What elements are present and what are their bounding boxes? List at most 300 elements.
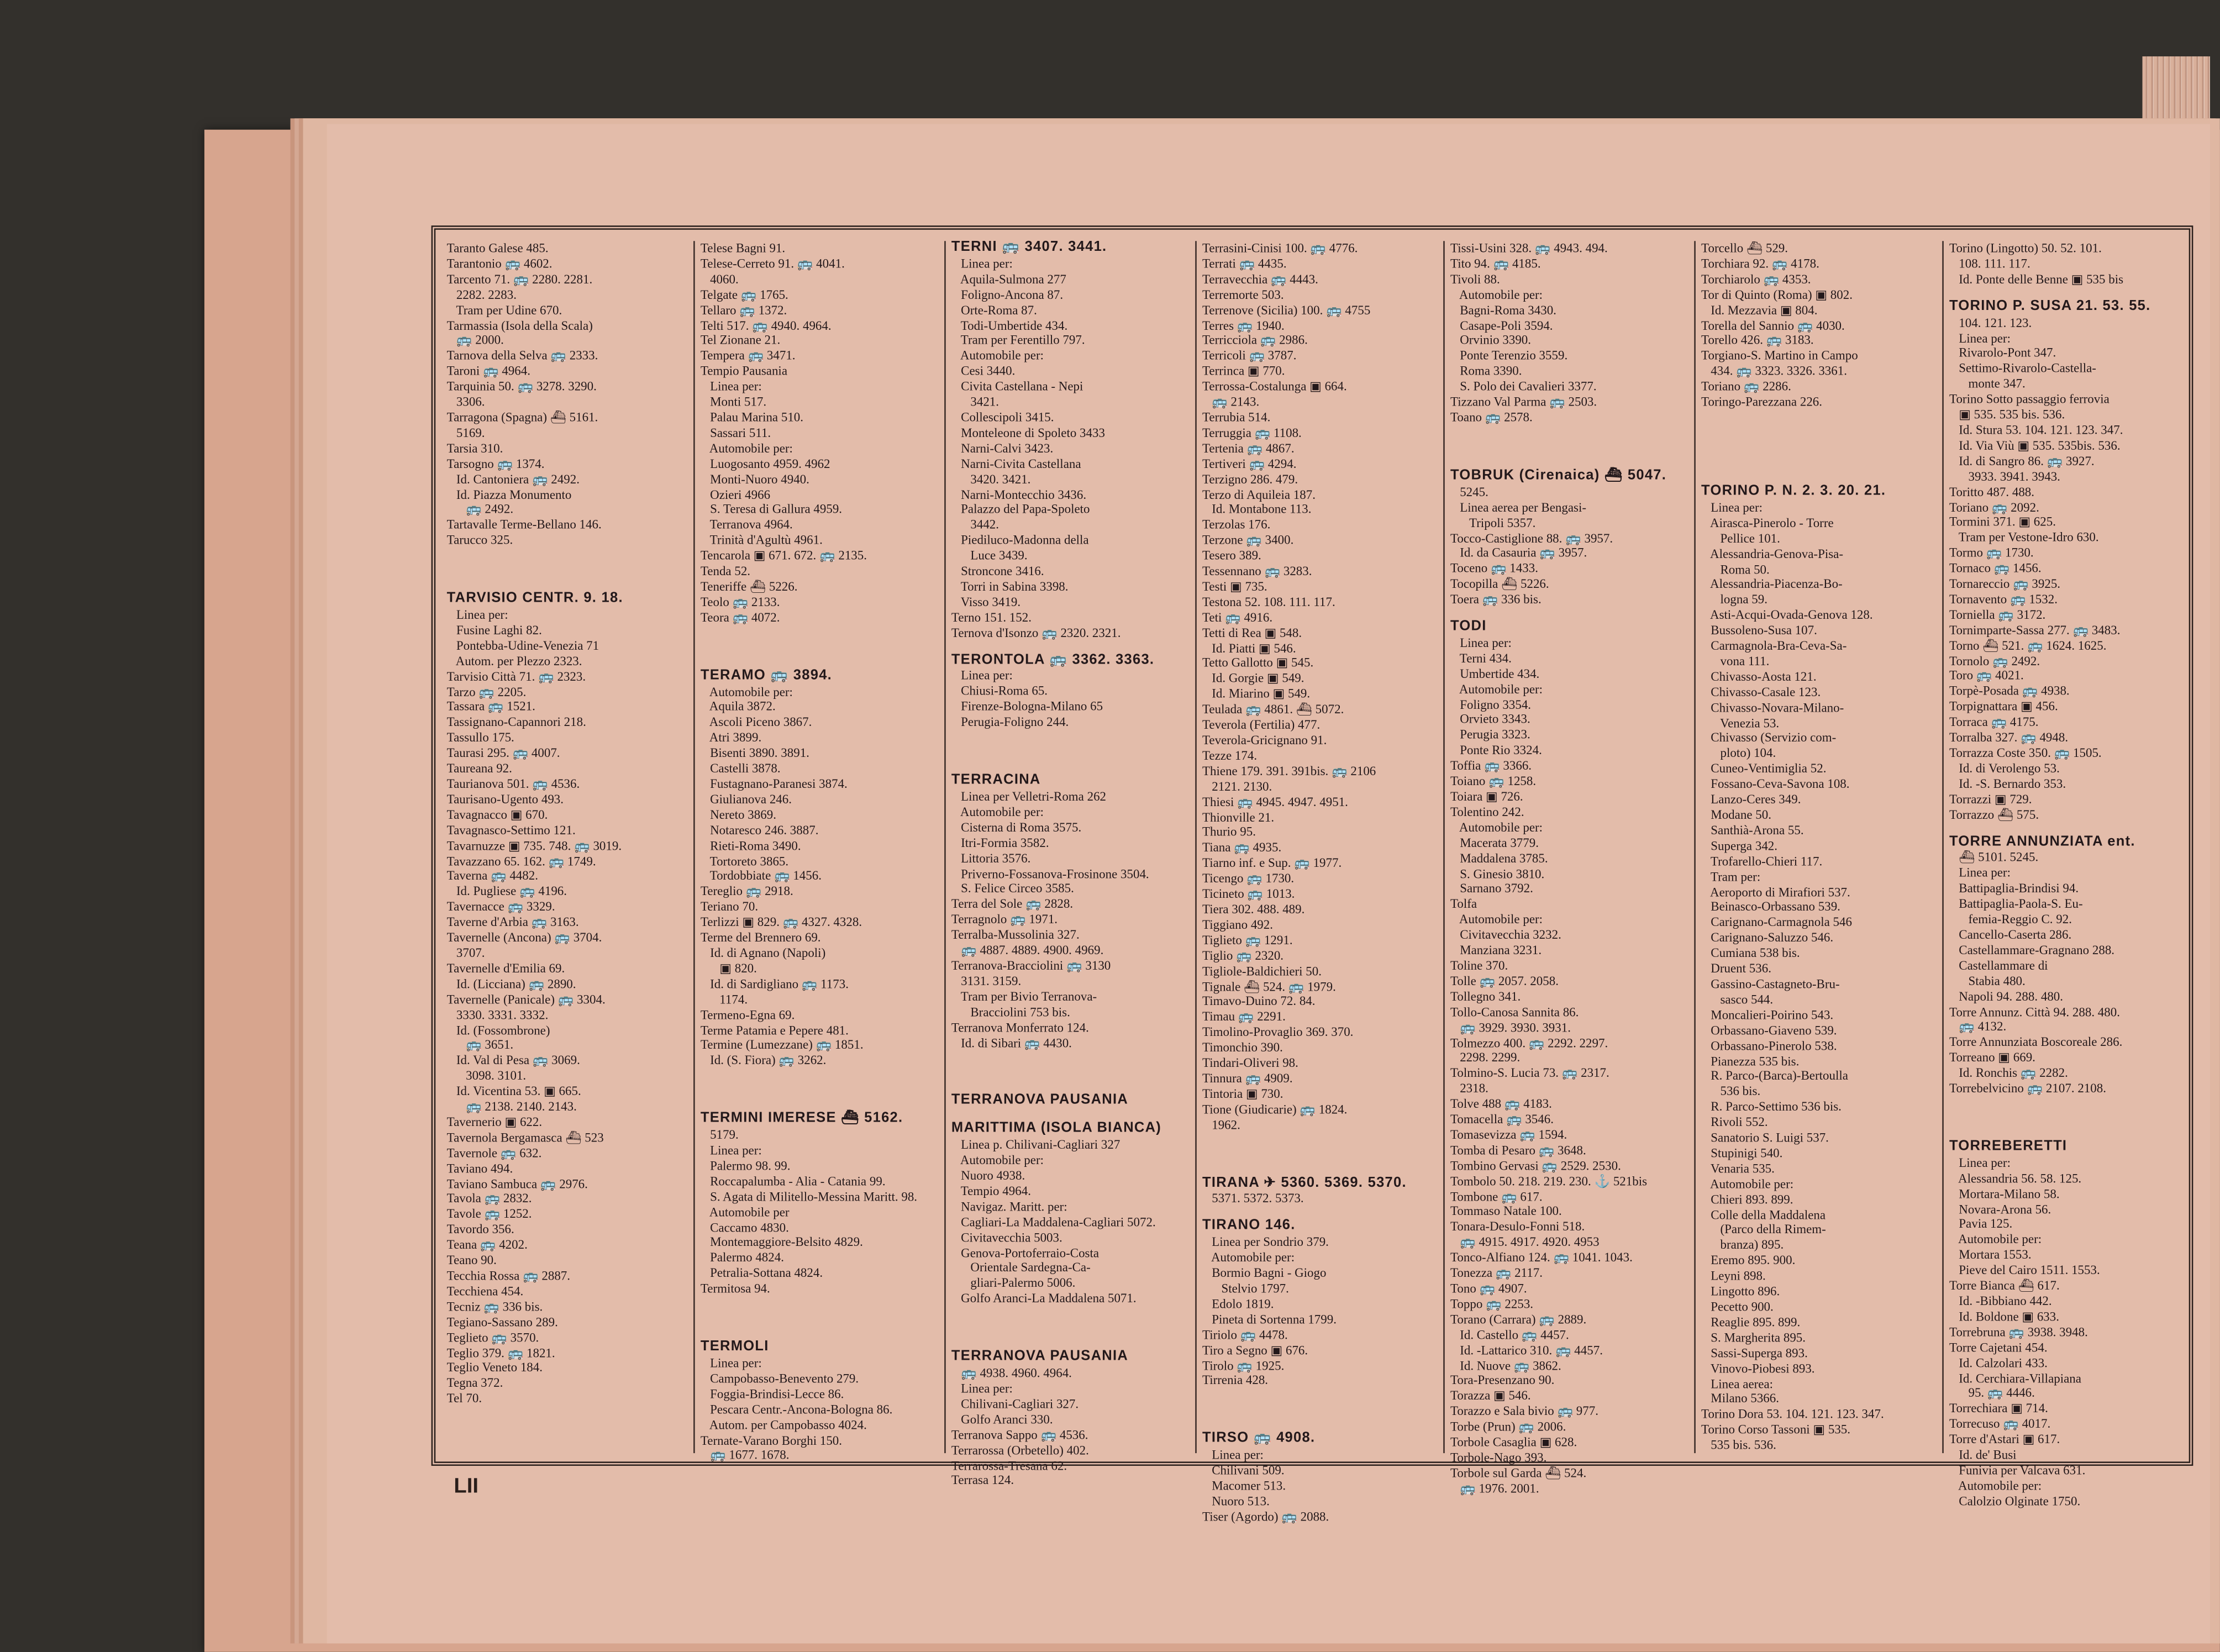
index-entry: Torella del Sannio 🚌 4030.: [1701, 318, 1845, 332]
index-entry: Tessennano 🚌 3283.: [1202, 564, 1312, 578]
index-entry: ploto) 104.: [1701, 746, 1776, 760]
index-entry: Tavole 🚌 1252.: [446, 1207, 532, 1222]
index-entry: Terra del Sole 🚌 2828.: [951, 897, 1074, 911]
index-entry: Terrasa 124.: [951, 1473, 1014, 1488]
index-entry: Linea aerea per Bengasi-: [1450, 499, 1587, 514]
index-entry: Teano 90.: [446, 1253, 497, 1267]
index-entry: Stroncone 3416.: [951, 564, 1044, 578]
index-entry: 🚌 4938. 4960. 4964.: [951, 1366, 1072, 1380]
index-entry: Pecetto 900.: [1701, 1299, 1774, 1314]
index-entry: Automobile per:: [1949, 1232, 2042, 1247]
index-entry: Toera 🚌 336 bis.: [1450, 592, 1542, 607]
index-entry: 3131. 3159.: [951, 974, 1022, 988]
index-entry: Taranto Galese 485.: [446, 241, 549, 255]
index-entry: 🚌 2143.: [1202, 394, 1260, 409]
index-entry: Moncalieri-Poirino 543.: [1701, 1007, 1834, 1022]
index-entry: Fustagnano-Paranesi 3874.: [700, 776, 848, 791]
index-entry: Telese-Cerreto 91. 🚌 4041.: [700, 256, 845, 271]
index-entry: Caccamo 4830.: [700, 1220, 789, 1234]
index-entry: Terranova 4964.: [700, 518, 793, 532]
index-entry: Torgiano-S. Martino in Campo: [1701, 348, 1858, 363]
index-entry: Toppo 🚌 2253.: [1450, 1296, 1534, 1311]
index-entry: Bormio Bagni - Giogo: [1202, 1266, 1327, 1280]
index-entry: Automobile per:: [951, 804, 1044, 819]
index-entry: 3306.: [446, 394, 485, 409]
index-entry: 🚌 1976. 2001.: [1450, 1481, 1539, 1496]
index-entry: Tiana 🚌 4935.: [1202, 840, 1282, 855]
index-entry: Taroni 🚌 4964.: [446, 364, 531, 378]
index-entry: Tram per Vestone-Idro 630.: [1949, 530, 2099, 545]
index-entry: Stelvio 1797.: [1202, 1281, 1289, 1296]
index-entry: Toritto 487. 488.: [1949, 484, 2035, 499]
index-entry: Linea per:: [446, 607, 508, 622]
index-entry: S. Polo dei Cavalieri 3377.: [1450, 379, 1597, 394]
index-entry: Torchiara 92. 🚌 4178.: [1701, 256, 1819, 271]
index-entry: Tissi-Usini 328. 🚌 4943. 494.: [1450, 241, 1608, 255]
spacer: [1202, 1389, 1438, 1420]
index-entry: Linea per:: [700, 1356, 762, 1370]
index-entry: Torre Cajetani 454.: [1949, 1340, 2048, 1354]
index-entry: Ternova d'Isonzo 🚌 2320. 2321.: [951, 625, 1121, 640]
index-entry: Bagni-Roma 3430.: [1450, 302, 1556, 317]
index-entry: Palazzo del Papa-Spoleto: [951, 502, 1090, 517]
station-heading: TORINO P. N. 2. 3. 20. 21.: [1701, 483, 1886, 499]
index-entry: 🚌 2000.: [446, 333, 504, 348]
index-entry: Cancello-Caserta 286.: [1949, 927, 2072, 941]
index-entry: Taureana 92.: [446, 761, 512, 776]
index-entry: Linea per:: [951, 256, 1013, 271]
index-entry: logna 59.: [1701, 592, 1767, 607]
index-entry: Torello 426. 🚌 3183.: [1701, 333, 1814, 348]
index-entry: 108. 111. 117.: [1949, 256, 2030, 271]
index-entry: Chivasso-Aosta 121.: [1701, 669, 1817, 683]
index-entry: 🚌 3929. 3930. 3931.: [1450, 1019, 1571, 1034]
index-entry: 5179.: [700, 1128, 739, 1142]
index-entry: Tavazzano 65. 162. 🚌 1749.: [446, 853, 596, 868]
index-entry: Narni-Montecchio 3436.: [951, 487, 1087, 501]
index-entry: Battipaglia-Brindisi 94.: [1949, 881, 2079, 896]
index-entry: Teneriffe ⛴ 5226.: [700, 579, 798, 593]
index-entry: Gassino-Castagneto-Bru-: [1701, 976, 1840, 991]
index-entry: Id. Nuove 🚌 3862.: [1450, 1358, 1561, 1372]
index-entry: Id. -Bibbiano 442.: [1949, 1293, 2052, 1308]
index-entry: 4060.: [700, 271, 739, 286]
index-entry: Cumiana 538 bis.: [1701, 946, 1800, 960]
index-entry: Tram per:: [1701, 869, 1761, 883]
index-entry: Castelli 3878.: [700, 761, 781, 776]
index-entry: Rieti-Roma 3490.: [700, 838, 801, 853]
index-entry: Torre d'Astari ▣ 617.: [1949, 1432, 2060, 1446]
index-entry: Id. da Casauria 🚌 3957.: [1450, 546, 1587, 560]
index-entry: Automobile per:: [700, 684, 793, 699]
index-entry: Terremorte 503.: [1202, 287, 1284, 302]
index-entry: Pontebba-Udine-Venezia 71: [446, 638, 599, 653]
index-entry: Orvinio 3390.: [1450, 333, 1532, 348]
index-entry: Orbassano-Giaveno 539.: [1701, 1023, 1837, 1037]
index-entry: Tonco-Alfiano 124. 🚌 1041. 1043.: [1450, 1250, 1633, 1265]
index-entry: Tiarno inf. e Sup. 🚌 1977.: [1202, 856, 1342, 870]
index-entry: Monti-Nuoro 4940.: [700, 471, 809, 486]
index-entry: Taverna 🚌 4482.: [446, 869, 539, 883]
index-entry: Id. di Sibari 🚌 4430.: [951, 1035, 1072, 1050]
index-entry: Torrazza Coste 350. 🚌 1505.: [1949, 745, 2102, 760]
index-entry: Foligno 3354.: [1450, 697, 1532, 712]
index-entry: Torrazzo ⛴ 575.: [1949, 807, 2039, 822]
index-entry: Id. Ponte delle Benne ▣ 535 bis: [1949, 271, 2124, 286]
index-entry: Id. de' Busi: [1949, 1448, 2017, 1462]
index-entry: Linea per:: [1949, 866, 2011, 880]
index-entry: Airasca-Pinerolo - Torre: [1701, 515, 1834, 530]
index-entry: Tripoli 5357.: [1450, 515, 1536, 530]
station-heading: TERMINI IMERESE ⛴ 5162.: [700, 1111, 903, 1127]
index-entry: Castellammare di: [1949, 958, 2048, 972]
index-entry: Torazzo e Sala bivio 🚌 977.: [1450, 1404, 1598, 1418]
index-entry: Taviano 494.: [446, 1161, 513, 1175]
index-entry: Torri in Sabina 3398.: [951, 579, 1069, 593]
index-entry: Calolzio Olginate 1750.: [1949, 1493, 2081, 1508]
index-entry: Terrossa-Costalunga ▣ 664.: [1202, 379, 1347, 394]
spacer: [951, 730, 1190, 761]
index-entry: Tavernelle (Panicale) 🚌 3304.: [446, 992, 606, 1006]
index-entry: Tezze 174.: [1202, 748, 1258, 762]
index-entry: Termine (Lumezzane) 🚌 1851.: [700, 1038, 864, 1053]
index-entry: Torino Sotto passaggio ferrovia: [1949, 392, 2109, 407]
index-entry: Tertenia 🚌 4867.: [1202, 440, 1295, 455]
index-entry: Linea per Sondrio 379.: [1202, 1235, 1329, 1249]
index-entry: Tiera 302. 488. 489.: [1202, 902, 1305, 917]
index-entry: Orvieto 3343.: [1450, 712, 1530, 727]
index-entry: Littoria 3576.: [951, 850, 1031, 865]
index-entry: Umbertide 434.: [1450, 666, 1540, 681]
index-entry: Tormini 371. ▣ 625.: [1949, 515, 2056, 529]
index-entry: Bracciolini 753 bis.: [951, 1004, 1070, 1019]
spacer: [1202, 1133, 1438, 1164]
index-entry: Napoli 94. 288. 480.: [1949, 988, 2064, 1003]
index-entry: Teglio Veneto 184.: [446, 1360, 543, 1375]
index-entry: 🚌 1677. 1678.: [700, 1448, 790, 1462]
index-entry: Taurasi 295. 🚌 4007.: [446, 745, 560, 760]
index-entry: Cagliari-La Maddalena-Cagliari 5072.: [951, 1214, 1156, 1229]
index-column-5: [1443, 241, 1694, 1496]
index-entry: Alessandria 56. 58. 125.: [1949, 1171, 2082, 1185]
index-entry: Torre Bianca ⛴ 617.: [1949, 1278, 2060, 1293]
index-entry: Tolle 🚌 2057. 2058.: [1450, 974, 1559, 988]
index-entry: Tomba di Pesaro 🚌 3648.: [1450, 1143, 1586, 1157]
index-entry: Linea aerea:: [1701, 1376, 1774, 1391]
index-entry: Timau 🚌 2291.: [1202, 1009, 1286, 1024]
index-entry: Tizzano Val Parma 🚌 2503.: [1450, 394, 1597, 409]
index-entry: Manziana 3231.: [1450, 943, 1542, 957]
index-entry: Maddalena 3785.: [1450, 850, 1548, 865]
index-entry: Tione (Giudicarie) 🚌 1824.: [1202, 1102, 1348, 1116]
index-entry: Sassari 511.: [700, 425, 771, 440]
station-heading: TIRSO 🚌 4908.: [1202, 1431, 1316, 1447]
index-entry: Tollegno 341.: [1450, 989, 1521, 1003]
index-entry: Torrebelvicino 🚌 2107. 2108.: [1949, 1081, 2106, 1096]
index-entry: Id. (Licciana) 🚌 2890.: [446, 976, 576, 991]
index-entry: Palermo 4824.: [700, 1250, 784, 1265]
index-entry: Automobile per:: [1450, 287, 1543, 302]
index-entry: Stabia 480.: [1949, 973, 2026, 988]
index-entry: Toro 🚌 4021.: [1949, 669, 2024, 683]
index-entry: Torino Dora 53. 104. 121. 123. 347.: [1701, 1407, 1884, 1422]
index-entry: Tito 94. 🚌 4185.: [1450, 256, 1541, 271]
index-entry: Terme del Brennero 69.: [700, 930, 821, 945]
index-entry: Tolmezzo 400. 🚌 2292. 2297.: [1450, 1035, 1608, 1050]
index-entry: Id. (Fossombrone): [446, 1022, 550, 1037]
index-entry: Nereto 3869.: [700, 807, 776, 822]
index-entry: Id. Boldone ▣ 633.: [1949, 1309, 2060, 1324]
index-entry: vona 111.: [1701, 654, 1770, 669]
index-entry: Termeno-Egna 69.: [700, 1007, 795, 1022]
index-entry: Tartavalle Terme-Bellano 146.: [446, 518, 602, 532]
station-heading: TOBRUK (Cirenaica) ⛴ 5047.: [1450, 467, 1667, 483]
index-entry: Chilivani-Cagliari 327.: [951, 1396, 1079, 1411]
index-entry: Id. Montabone 113.: [1202, 502, 1312, 517]
index-entry: 🚌 2492.: [446, 502, 514, 517]
station-heading: TIRANA ✈ 5360. 5369. 5370.: [1202, 1175, 1407, 1191]
index-entry: Tavarnuzze ▣ 735. 748. 🚌 3019.: [446, 838, 622, 853]
index-entry: Torraca 🚌 4175.: [1949, 714, 2039, 729]
index-entry: Tora-Presenzano 90.: [1450, 1373, 1555, 1388]
index-entry: Automobile per:: [1450, 820, 1543, 834]
index-entry: Montemaggiore-Belsito 4829.: [700, 1235, 863, 1250]
index-entry: Taviano Sambuca 🚌 2976.: [446, 1176, 588, 1191]
index-entry: Ponte Terenzio 3559.: [1450, 348, 1568, 363]
station-heading: TERRANOVA PAUSANIA: [951, 1093, 1129, 1109]
index-entry: Eremo 895. 900.: [1701, 1253, 1796, 1268]
index-entry: Id. Cerchiara-Villapiana: [1949, 1370, 2081, 1385]
index-entry: Mortara-Milano 58.: [1949, 1186, 2060, 1201]
index-entry: Torbe (Prun) 🚌 2006.: [1450, 1419, 1566, 1434]
index-entry: Teriano 70.: [700, 899, 759, 914]
index-entry: Id. di Sangro 86. 🚌 3927.: [1949, 453, 2095, 468]
index-entry: 2282. 2283.: [446, 287, 517, 302]
index-entry: Tarcento 71. 🚌 2280. 2281.: [446, 271, 593, 286]
index-entry: Tintoria ▣ 730.: [1202, 1086, 1283, 1101]
index-entry: Perugia 3323.: [1450, 728, 1530, 742]
index-entry: Castellammare-Gragnano 288.: [1949, 943, 2115, 957]
index-entry: Lanzo-Ceres 349.: [1701, 792, 1801, 807]
index-entry: Terrasini-Cinisi 100. 🚌 4776.: [1202, 241, 1358, 255]
index-entry: Rivarolo-Pont 347.: [1949, 346, 2056, 360]
index-entry: Navigaz. Maritt. per:: [951, 1199, 1067, 1214]
index-entry: Itri-Formia 3582.: [951, 835, 1049, 850]
index-entry: Tencarola ▣ 671. 672. 🚌 2135.: [700, 548, 867, 563]
index-entry: (Parco della Rimem-: [1701, 1222, 1826, 1237]
index-entry: Telese Bagni 91.: [700, 241, 786, 255]
index-entry: Superga 342.: [1701, 838, 1778, 853]
spacer: [701, 1297, 939, 1328]
index-entry: Tarantonio 🚌 4602.: [446, 256, 553, 271]
index-entry: 5245.: [1450, 484, 1488, 499]
index-entry: Ascoli Piceno 3867.: [700, 715, 812, 729]
index-entry: Tolfa: [1450, 897, 1477, 911]
index-entry: 5169.: [446, 425, 485, 440]
index-entry: Funivia per Valcava 631.: [1949, 1462, 2086, 1477]
index-entry: Tornavento 🚌 1532.: [1949, 592, 2058, 606]
index-entry: Autom. per Plezzo 2323.: [446, 654, 582, 668]
index-entry: Id. -S. Bernardo 353.: [1949, 776, 2066, 791]
index-entry: Taurianova 501. 🚌 4536.: [446, 776, 580, 791]
index-entry: Autom. per Campobasso 4024.: [700, 1417, 867, 1432]
index-entry: Chivasso-Casale 123.: [1701, 685, 1821, 699]
index-entry: Atri 3899.: [700, 730, 762, 745]
index-entry: Petralia-Sottana 4824.: [700, 1266, 823, 1281]
index-entry: Foligno-Ancona 87.: [951, 287, 1064, 302]
index-entry: Fossano-Ceva-Savona 108.: [1701, 777, 1850, 791]
spacer: [1949, 1097, 2183, 1128]
station-heading: TERMOLI: [700, 1339, 769, 1355]
index-entry: Torbole Casaglia ▣ 628.: [1450, 1435, 1577, 1449]
index-entry: Tenda 52.: [700, 564, 751, 578]
index-entry: Id. (S. Fiora) 🚌 3262.: [700, 1053, 827, 1067]
index-entry: Telti 517. 🚌 4940. 4964.: [700, 318, 832, 332]
index-entry: 434. 🚌 3323. 3326. 3361.: [1701, 364, 1848, 378]
index-entry: Teverola-Gricignano 91.: [1202, 733, 1327, 748]
spacer: [447, 549, 688, 580]
index-entry: Venezia 53.: [1701, 715, 1780, 730]
index-entry: Thiesi 🚌 4945. 4947. 4951.: [1202, 794, 1348, 809]
index-entry: Terlizzi ▣ 829. 🚌 4327. 4328.: [700, 914, 862, 929]
index-entry: 1962.: [1202, 1117, 1240, 1132]
index-entry: Automobile per: [700, 1204, 790, 1219]
index-entry: Terzolas 176.: [1202, 518, 1271, 532]
index-entry: Carignano-Saluzzo 546.: [1701, 930, 1834, 945]
index-entry: Torino Corso Tassoni ▣ 535.: [1701, 1422, 1851, 1437]
index-entry: Tempio 4964.: [951, 1183, 1031, 1198]
index-entry: Carignano-Carmagnola 546: [1701, 915, 1852, 929]
index-entry: Linea per:: [1949, 1155, 2011, 1170]
index-entry: Id. di Sardigliano 🚌 1173.: [700, 976, 849, 991]
index-entry: gliari-Palermo 5006.: [951, 1276, 1076, 1291]
spacer: [701, 625, 939, 656]
index-entry: Nuoro 513.: [1202, 1493, 1270, 1508]
index-entry: S. Ginesio 3810.: [1450, 866, 1545, 881]
index-entry: Ticineto 🚌 1013.: [1202, 886, 1295, 901]
index-entry: ▣ 820.: [700, 961, 757, 975]
index-entry: Golfo Aranci 330.: [951, 1412, 1053, 1427]
index-entry: Civitavecchia 5003.: [951, 1230, 1062, 1244]
index-entry: Tiriolo 🚌 4478.: [1202, 1327, 1288, 1341]
index-entry: Terzone 🚌 3400.: [1202, 533, 1294, 548]
index-entry: Terno 151. 152.: [951, 609, 1032, 624]
index-entry: Terres 🚌 1940.: [1202, 318, 1285, 332]
index-entry: Tortoreto 3865.: [700, 853, 789, 868]
index-entry: Tiggiano 492.: [1202, 917, 1274, 932]
index-entry: Roccapalumba - Alia - Catania 99.: [700, 1174, 886, 1188]
index-entry: 1174.: [700, 992, 748, 1006]
page-number: LII: [454, 1474, 479, 1498]
index-entry: Druent 536.: [1701, 961, 1771, 976]
index-entry: Id. Castello 🚌 4457.: [1450, 1327, 1569, 1341]
index-entry: Tassullo 175.: [446, 730, 514, 745]
index-entry: Automobile per:: [951, 348, 1044, 363]
index-entry: Stupinigi 540.: [1701, 1145, 1783, 1160]
index-entry: branza) 895.: [1701, 1238, 1784, 1253]
index-entry: Automobile per:: [1202, 1250, 1295, 1265]
index-entry: Testi ▣ 735.: [1202, 579, 1267, 593]
index-entry: 🚌 4132.: [1949, 1019, 2007, 1034]
index-entry: Tram per Bivio Terranova-: [951, 989, 1097, 1003]
index-entry: Tegna 372.: [446, 1376, 503, 1391]
index-entry: Automobile per:: [951, 1153, 1044, 1167]
index-entry: Automobile per:: [1450, 681, 1543, 696]
index-entry: S. Agata di Militello-Messina Maritt. 98.: [700, 1189, 918, 1203]
index-entry: Automobile per:: [1949, 1478, 2042, 1493]
index-entry: Tiro a Segno ▣ 676.: [1202, 1343, 1308, 1357]
index-column-2: [693, 241, 944, 1462]
index-column-7: [1942, 241, 2189, 1508]
index-column-1: [441, 241, 693, 1453]
index-entry: Modane 50.: [1701, 807, 1771, 822]
index-entry: Tavagnasco-Settimo 121.: [446, 823, 576, 837]
index-entry: Thionville 21.: [1202, 809, 1275, 824]
index-entry: Torre Annunz. Città 94. 288. 480.: [1949, 1004, 2120, 1019]
index-entry: Teolo 🚌 2133.: [700, 594, 780, 609]
station-heading: TORREBERETTI: [1949, 1139, 2068, 1155]
spacer: [951, 1051, 1190, 1082]
index-entry: Chilivani 509.: [1202, 1463, 1285, 1477]
index-entry: Carmagnola-Bra-Ceva-Sa-: [1701, 638, 1847, 653]
index-entry: Campobasso-Benevento 279.: [700, 1371, 859, 1386]
index-entry: Asti-Acqui-Ovada-Genova 128.: [1701, 608, 1873, 622]
index-entry: Tomacella 🚌 3546.: [1450, 1112, 1554, 1127]
index-entry: 2318.: [1450, 1081, 1488, 1096]
index-entry: Terricciola 🚌 2986.: [1202, 333, 1308, 348]
index-entry: Linea per:: [1202, 1448, 1264, 1462]
index-entry: R. Parco-Settimo 536 bis.: [1701, 1099, 1842, 1114]
index-entry: Rivoli 552.: [1701, 1115, 1768, 1129]
station-heading: TERNI 🚌 3407. 3441.: [951, 239, 1107, 255]
index-entry: Terragnolo 🚌 1971.: [951, 912, 1058, 927]
index-entry: Tarsogno 🚌 1374.: [446, 456, 545, 471]
index-entry: Chiusi-Roma 65.: [951, 684, 1048, 698]
index-entry: Orientale Sardegna-Ca-: [951, 1260, 1091, 1275]
index-entry: Automobile per:: [1701, 1176, 1794, 1191]
index-entry: Cuneo-Ventimiglia 52.: [1701, 761, 1827, 776]
index-entry: Tollo-Canosa Sannita 86.: [1450, 1004, 1579, 1019]
index-entry: Id. Miarino ▣ 549.: [1202, 687, 1311, 701]
index-entry: Tor di Quinto (Roma) ▣ 802.: [1701, 287, 1853, 302]
index-entry: Tombino Gervasi 🚌 2529. 2530.: [1450, 1158, 1621, 1172]
index-entry: Torbole sul Garda ⛴ 524.: [1450, 1465, 1587, 1480]
index-entry: Chivasso (Servizio com-: [1701, 730, 1837, 745]
index-entry: Toiano 🚌 1258.: [1450, 774, 1537, 788]
index-entry: Terzigno 286. 479.: [1202, 471, 1298, 486]
index-entry: Tempio Pausania: [700, 364, 788, 378]
index-entry: Alessandria-Genova-Pisa-: [1701, 546, 1844, 561]
index-entry: Macerata 3779.: [1450, 835, 1539, 850]
index-entry: Torano (Carrara) 🚌 2889.: [1450, 1312, 1587, 1327]
index-entry: Terrubia 514.: [1202, 410, 1271, 424]
station-heading: TORRE ANNUNZIATA ent.: [1949, 833, 2135, 850]
index-entry: Chieri 893. 899.: [1701, 1192, 1793, 1206]
index-entry: Tocopilla ⛴ 5226.: [1450, 576, 1549, 591]
index-entry: Ozieri 4966: [700, 487, 771, 501]
index-entry: S. Felice Circeo 3585.: [951, 881, 1074, 896]
index-entry: Tarquinia 50. 🚌 3278. 3290.: [446, 379, 597, 394]
index-entry: Trinità d'Agultù 4961.: [700, 533, 823, 548]
index-entry: Teglio 379. 🚌 1821.: [446, 1345, 555, 1360]
index-entry: Thurio 95.: [1202, 825, 1256, 839]
index-entry: 3420. 3421.: [951, 471, 1031, 486]
index-entry: Tecniz 🚌 336 bis.: [446, 1299, 543, 1314]
spacer: [1450, 425, 1688, 456]
index-entry: S. Teresa di Gallura 4959.: [700, 502, 843, 517]
station-heading: TORINO P. SUSA 21. 53. 55.: [1949, 298, 2151, 314]
index-entry: Tornimparte-Sassa 277. 🚌 3483.: [1949, 622, 2121, 637]
